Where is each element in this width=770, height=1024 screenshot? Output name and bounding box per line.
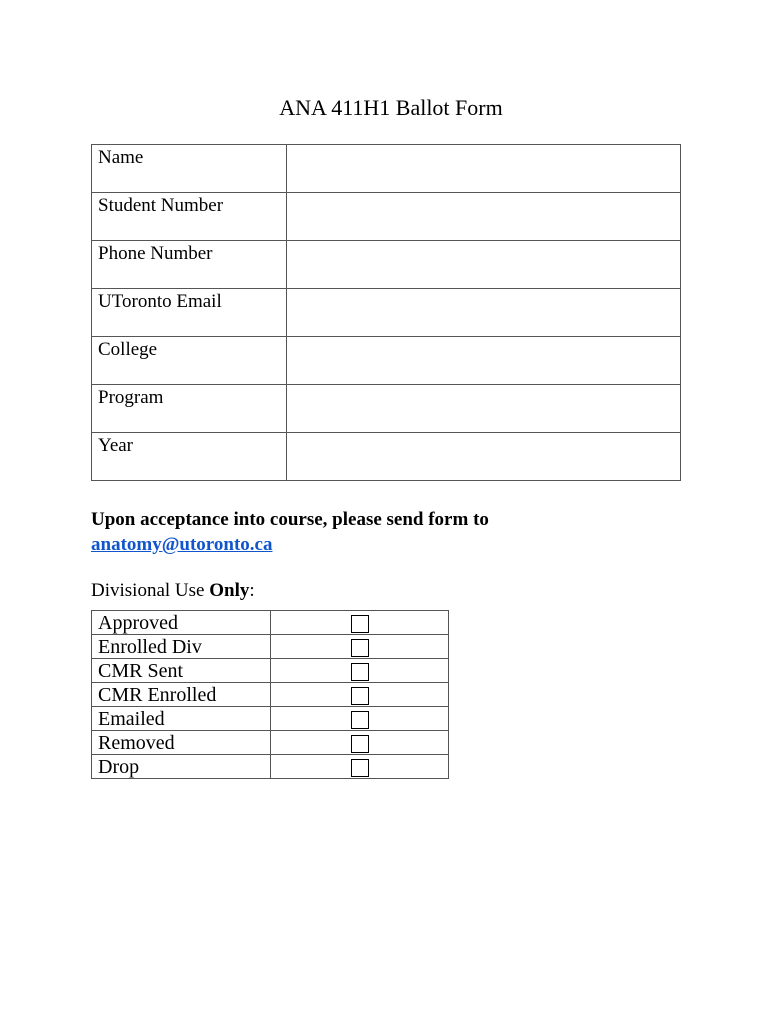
- name-field[interactable]: [287, 145, 681, 193]
- utoronto-email-label: UToronto Email: [92, 289, 287, 337]
- divisional-use-table: [91, 610, 449, 779]
- notice-text: Upon acceptance into course, please send form to: [91, 509, 489, 530]
- submission-notice: [91, 507, 489, 557]
- table-row: [92, 145, 681, 193]
- removed-label: Removed: [92, 731, 271, 755]
- table-row: [92, 683, 449, 707]
- table-row: [92, 193, 681, 241]
- cmr-enrolled-checkbox[interactable]: [351, 687, 369, 705]
- table-row: [92, 707, 449, 731]
- program-label: Program: [92, 385, 287, 433]
- utoronto-email-field[interactable]: [287, 289, 681, 337]
- student-number-label: Student Number: [92, 193, 287, 241]
- drop-label: Drop: [92, 755, 271, 779]
- cmr-sent-label: CMR Sent: [92, 659, 271, 683]
- table-row: [92, 731, 449, 755]
- student-number-field[interactable]: [287, 193, 681, 241]
- year-label: Year: [92, 433, 287, 481]
- phone-number-field[interactable]: [287, 241, 681, 289]
- table-row: [92, 385, 681, 433]
- email-link[interactable]: anatomy@utoronto.ca: [91, 534, 273, 555]
- table-row: [92, 241, 681, 289]
- drop-checkbox[interactable]: [351, 759, 369, 777]
- cmr-sent-checkbox[interactable]: [351, 663, 369, 681]
- table-row: [92, 755, 449, 779]
- program-field[interactable]: [287, 385, 681, 433]
- divisional-use-suffix: :: [249, 580, 255, 601]
- approved-label: Approved: [92, 611, 271, 635]
- table-row: [92, 635, 449, 659]
- form-title: ANA 411H1 Ballot Form: [279, 95, 503, 120]
- divisional-use-emphasis: Only: [209, 580, 250, 601]
- table-row: [92, 433, 681, 481]
- cmr-enrolled-label: CMR Enrolled: [92, 683, 271, 707]
- divisional-use-prefix: Divisional Use: [91, 580, 210, 601]
- name-label: Name: [92, 145, 287, 193]
- table-row: [92, 337, 681, 385]
- removed-checkbox[interactable]: [351, 735, 369, 753]
- phone-number-label: Phone Number: [92, 241, 287, 289]
- enrolled-div-label: Enrolled Div: [92, 635, 271, 659]
- approved-checkbox[interactable]: [351, 615, 369, 633]
- table-row: [92, 659, 449, 683]
- table-row: [92, 611, 449, 635]
- table-row: [92, 289, 681, 337]
- divisional-use-heading: [91, 578, 255, 603]
- year-field[interactable]: [287, 433, 681, 481]
- enrolled-div-checkbox[interactable]: [351, 639, 369, 657]
- college-field[interactable]: [287, 337, 681, 385]
- emailed-label: Emailed: [92, 707, 271, 731]
- student-info-table: [91, 144, 681, 481]
- emailed-checkbox[interactable]: [351, 711, 369, 729]
- college-label: College: [92, 337, 287, 385]
